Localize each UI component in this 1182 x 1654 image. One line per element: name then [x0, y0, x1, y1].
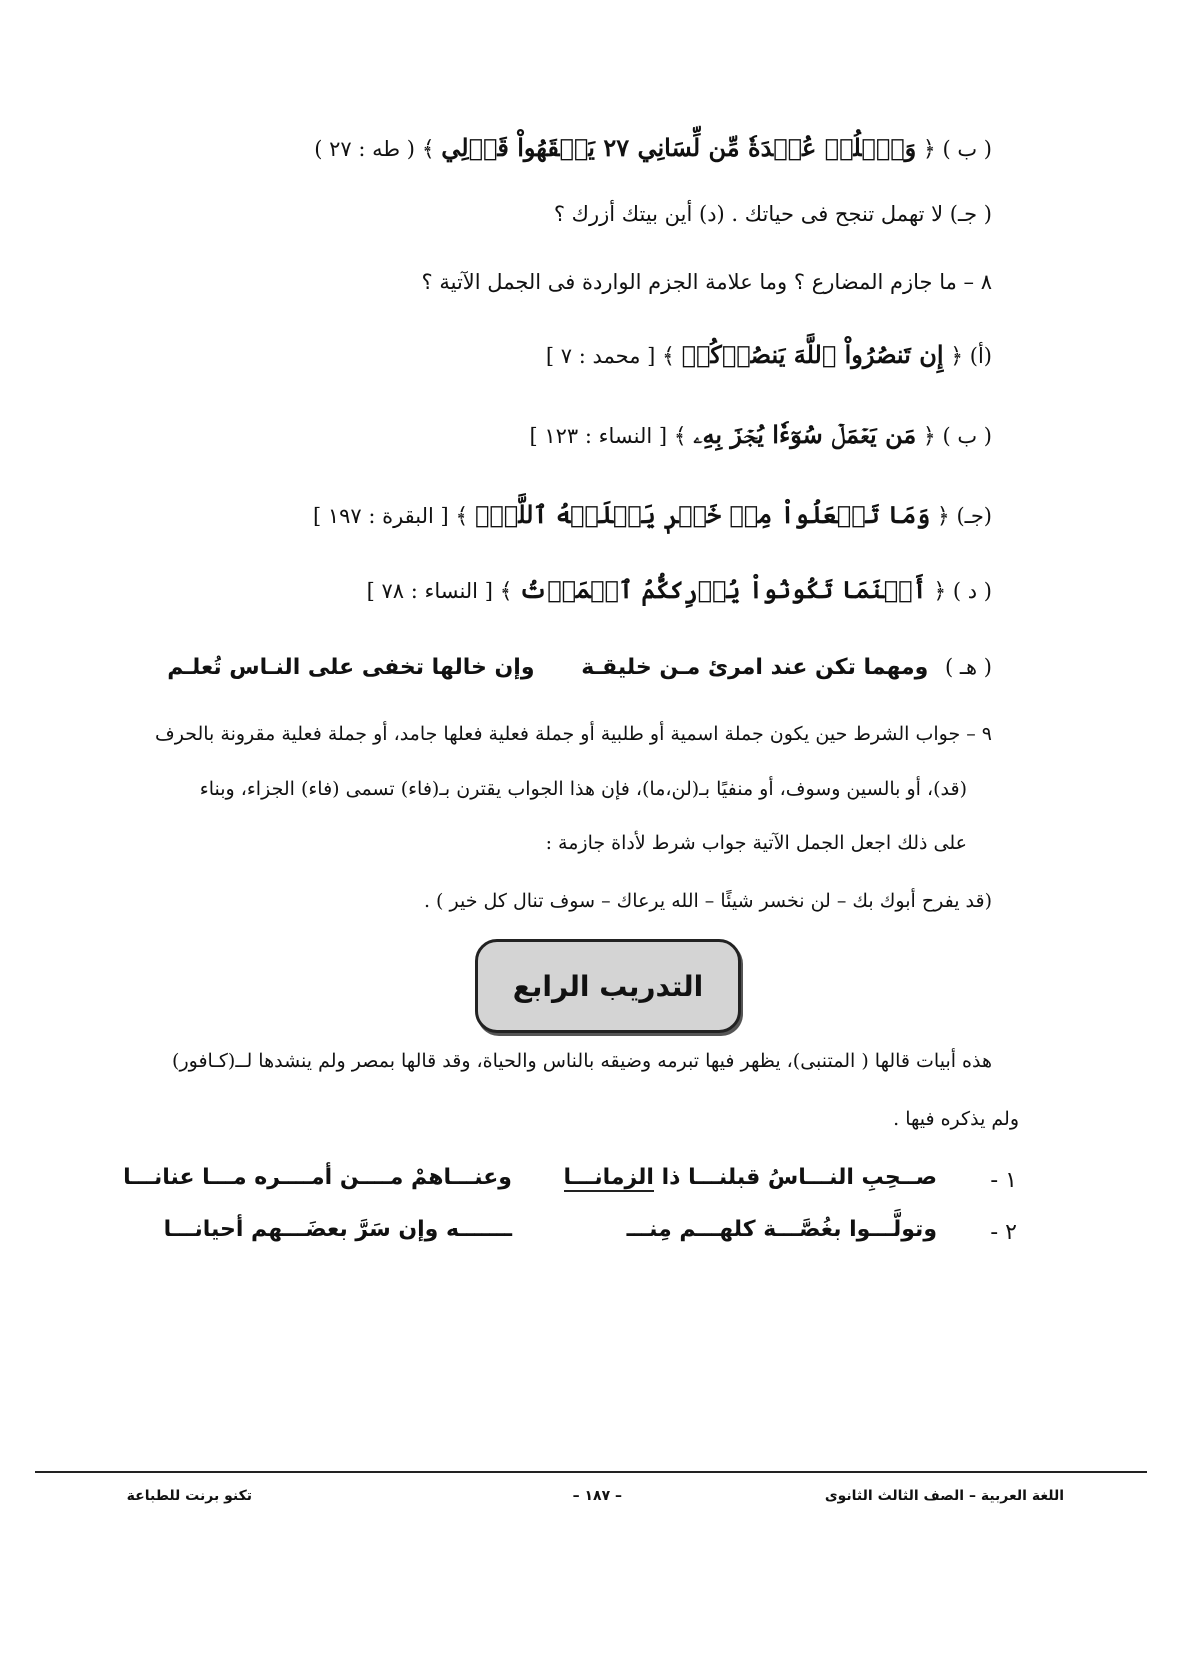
ornate-bracket-close: ﴾: [421, 137, 435, 162]
verse-number: ١ -: [990, 1168, 1017, 1193]
example-label: ( ب ): [942, 424, 992, 448]
footer-publisher: تكنو برنت للطباعة: [126, 1488, 252, 1504]
example-b-taha: [314, 133, 992, 162]
quran-text: إِن تَنصُرُواْ ٱللَّهَ يَنصُرۡكُمۡ: [681, 340, 944, 369]
verse-text: صــحِبِ النـــاسُ قبلنـــا ذا: [653, 1165, 937, 1190]
verse-first-hemistich: [564, 1165, 938, 1190]
quran-text: مَن يَعۡمَلۡ سُوٓءٗا يُجۡزَ بِهِۦ: [693, 420, 917, 449]
verse-first-hemistich: [627, 1217, 937, 1242]
example-label: (جـ): [956, 504, 992, 528]
verse-reference: [ محمد : ٧ ]: [545, 344, 656, 368]
footer-book-title: اللغة العربية – الصف الثالث الثانوى: [824, 1488, 1064, 1504]
ornate-bracket-open: ﴿: [936, 504, 950, 529]
quran-text: أَيۡنَمَا تَكُونُواْ يُدۡرِككُّمُ ٱلۡمَوۡتُ: [519, 575, 927, 604]
question-9-line-1: ٩ – جواب الشرط حين يكون جملة اسمية أو طلبية أو جملة فعلية فعلها جامد، أو جملة فعلية مقرونة بالحرف: [155, 723, 992, 745]
intro-line-1: هذه أبيات قالها ( المتنبى)، يظهر فيها تبرمه وضيقه بالناس والحياة، وقد قالها بمصر ولم ينشدها لــ(كـافور): [172, 1050, 992, 1072]
verse-number: ٢ -: [990, 1220, 1017, 1245]
intro-line-2: ولم يذكره فيها .: [893, 1108, 1019, 1130]
example-label: ( ب ): [942, 137, 992, 161]
poem-second-hemistich: وإن خالها تخفى على النـاس تُعلـم: [167, 655, 535, 680]
examples-j-d: ( جـ) لا تهمل تنجح فى حياتك . (د) أين بيتك أزرك ؟: [553, 202, 992, 226]
ornate-bracket-close: ﴾: [662, 344, 675, 369]
ornate-bracket-open: ﴿: [950, 344, 964, 369]
question-9-line-4: (قد يفرح أبوك بك – لن نخسر شيئًا – الله يرعاك – سوف تنال كل خير ) .: [423, 890, 992, 912]
example-label: (أ): [969, 344, 992, 368]
section-title: التدريب الرابع: [512, 969, 704, 1003]
example-d: [367, 575, 992, 604]
example-a: [546, 340, 992, 369]
verse-reference: [ البقرة : ١٩٧ ]: [312, 504, 449, 528]
verse-second-hemistich: وعنـــاهمْ مــــن أمــــره مـــا عنانـــا: [123, 1165, 512, 1190]
example-label: ( هـ ): [945, 655, 992, 679]
quran-text: وَمَا تَفۡعَلُواْ مِنۡ خَيۡرٖ يَعۡلَمۡهُ ٱللَّهُۗ: [475, 500, 931, 529]
footer-divider: [35, 1471, 1147, 1473]
poem-first-hemistich: ومهما تكن عند امرئ مـن خليقـة: [581, 655, 929, 680]
example-label: ( د ): [952, 579, 992, 603]
example-h-poem: [167, 655, 992, 680]
page-number: – ١٨٧ –: [572, 1488, 622, 1504]
underlined-word: الزمانـــا: [563, 1165, 654, 1190]
question-9-line-2: (قد)، أو بالسين وسوف، أو منفيًا بـ(لن،ما)، فإن هذا الجواب يقترن بـ(فاء) تسمى (فاء) الجزاء، وبناء: [199, 778, 967, 800]
question-8: ٨ – ما جازم المضارع ؟ وما علامة الجزم الواردة فى الجمل الآتية ؟: [421, 270, 992, 294]
verse-second-hemistich: ـــــــه وإن سَرَّ بعضَـــهم أحيانـــا: [163, 1217, 512, 1242]
verse-text: وتولَّـــوا بغُصَّـــة كلهـــم مِنـــ: [626, 1217, 937, 1242]
verse-reference: ( طه : ٢٧ ): [314, 137, 415, 161]
ornate-bracket-open: ﴿: [933, 579, 947, 604]
ornate-bracket-close: ﴾: [673, 424, 687, 449]
section-title-box: [475, 939, 741, 1033]
ornate-bracket-close: ﴾: [499, 579, 513, 604]
ornate-bracket-open: ﴿: [922, 137, 936, 162]
verse-reference: [ النساء : ٧٨ ]: [366, 579, 493, 603]
quran-text: وَٱحۡلُلۡ عُقۡدَةٗ مِّن لِّسَانِي ٢٧ يَفۡقَهُواْ قَوۡلِي: [441, 133, 917, 162]
question-9-line-3: على ذلك اجعل الجمل الآتية جواب شرط لأداة جازمة :: [545, 832, 967, 854]
ornate-bracket-close: ﴾: [455, 504, 469, 529]
verse-reference: [ النساء : ١٢٣ ]: [529, 424, 668, 448]
example-b: [529, 420, 992, 449]
example-j: [313, 500, 992, 529]
ornate-bracket-open: ﴿: [922, 424, 936, 449]
